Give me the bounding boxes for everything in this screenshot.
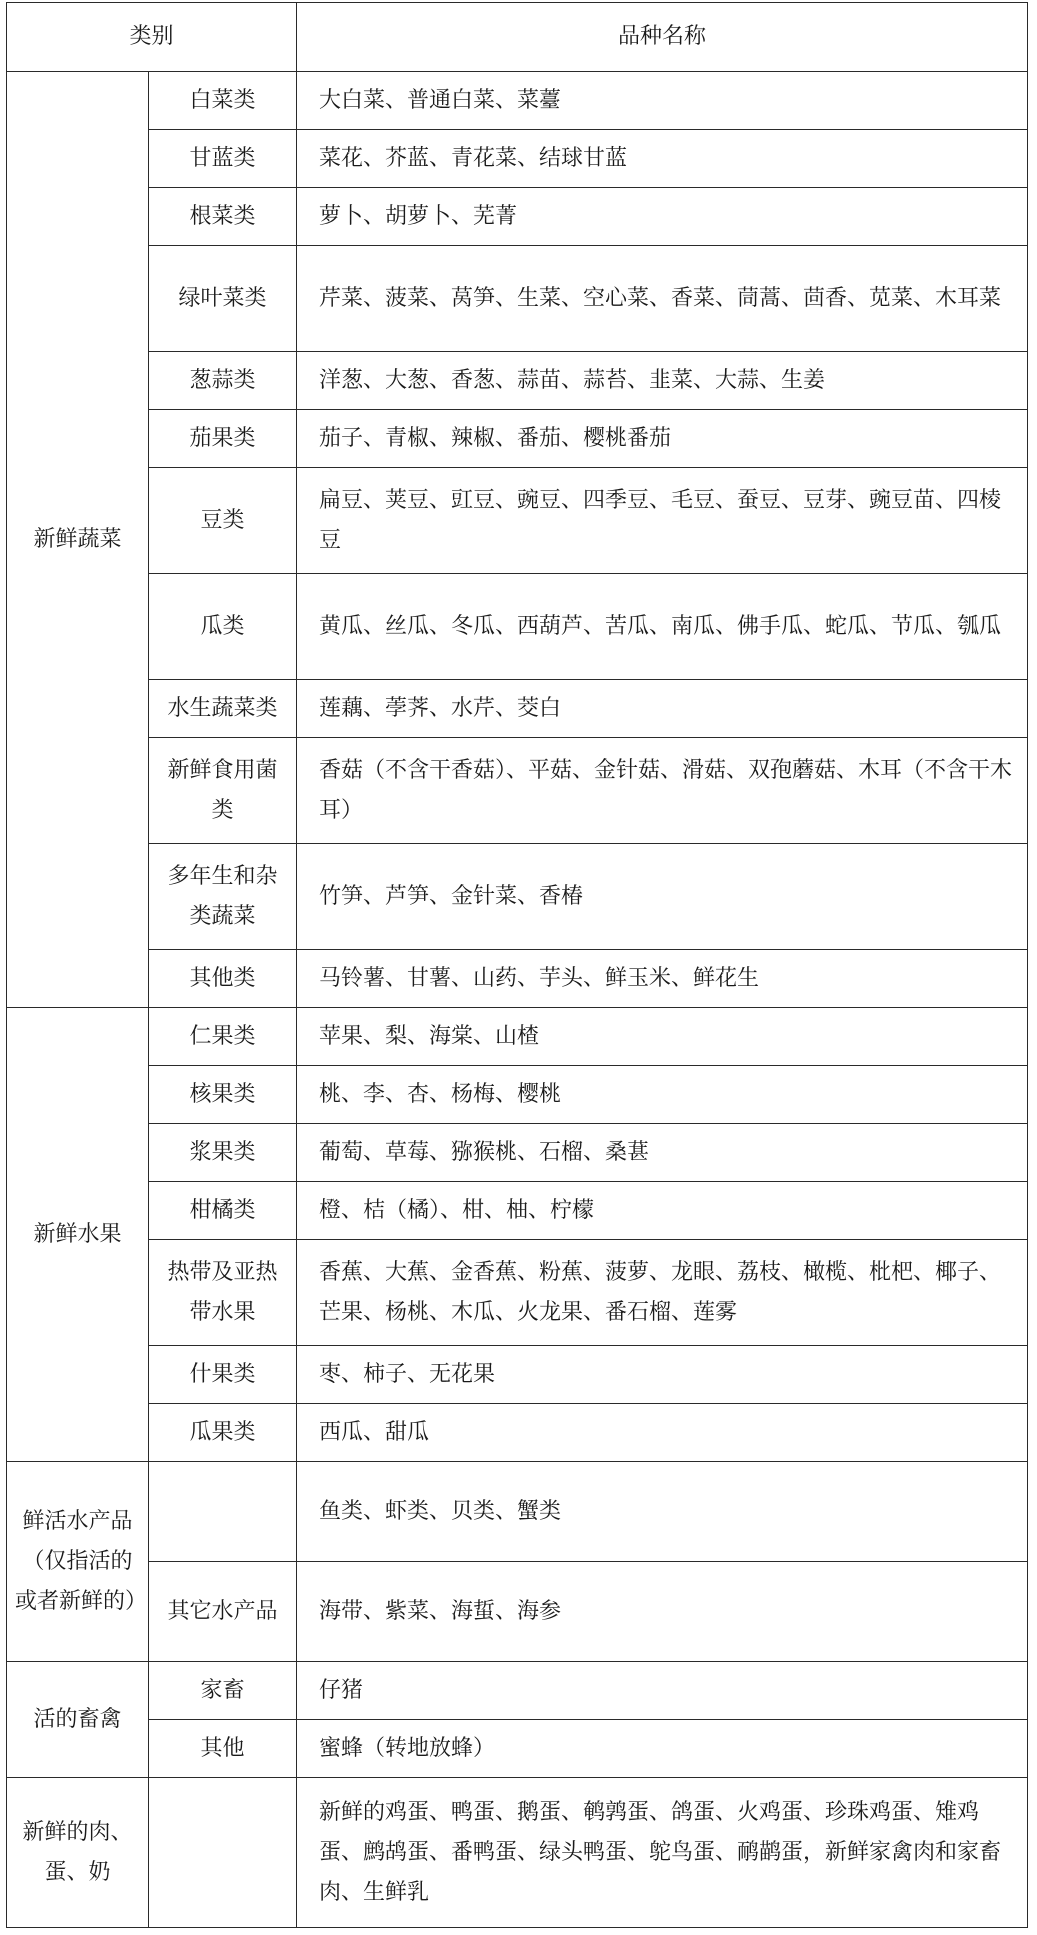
- table-row: [7, 1462, 1028, 1562]
- subcategory-cell: 瓜果类: [149, 1404, 297, 1462]
- subcategory-cell: 热带及亚热带水果: [149, 1240, 297, 1346]
- subcategory-cell: 多年生和杂类蔬菜: [149, 844, 297, 950]
- table-row: [7, 72, 1028, 130]
- subcategory-cell: 其他: [149, 1720, 297, 1778]
- group-cell-fruits: 新鲜水果: [7, 1008, 149, 1462]
- subcategory-cell: 其它水产品: [149, 1562, 297, 1662]
- table-row: [7, 188, 1028, 246]
- table-row: [7, 1124, 1028, 1182]
- subcategory-cell: 仁果类: [149, 1008, 297, 1066]
- subcategory-cell: 豆类: [149, 468, 297, 574]
- subcategory-cell: [149, 1778, 297, 1928]
- table-row: [7, 1778, 1028, 1928]
- group-cell-aquatic: 鲜活水产品（仅指活的或者新鲜的）: [7, 1462, 149, 1662]
- subcategory-cell: 核果类: [149, 1066, 297, 1124]
- subcategory-cell: 柑橘类: [149, 1182, 297, 1240]
- table-row: [7, 468, 1028, 574]
- table-row: [7, 1346, 1028, 1404]
- variety-cell: 黄瓜、丝瓜、冬瓜、西葫芦、苦瓜、南瓜、佛手瓜、蛇瓜、节瓜、瓠瓜: [297, 574, 1028, 680]
- table-row: [7, 1008, 1028, 1066]
- variety-cell: 鱼类、虾类、贝类、蟹类: [297, 1462, 1028, 1562]
- table-row: [7, 246, 1028, 352]
- table-row: [7, 738, 1028, 844]
- subcategory-cell: 什果类: [149, 1346, 297, 1404]
- variety-cell: 香蕉、大蕉、金香蕉、粉蕉、菠萝、龙眼、荔枝、橄榄、枇杷、椰子、芒果、杨桃、木瓜、火龙果、番石榴、莲雾: [297, 1240, 1028, 1346]
- table-row: [7, 1404, 1028, 1462]
- produce-category-table-wrapper: [6, 2, 1028, 1928]
- group-cell-vegetables: 新鲜蔬菜: [7, 72, 149, 1008]
- subcategory-cell: 绿叶菜类: [149, 246, 297, 352]
- subcategory-cell: 水生蔬菜类: [149, 680, 297, 738]
- table-row: [7, 574, 1028, 680]
- variety-cell: 蜜蜂（转地放蜂）: [297, 1720, 1028, 1778]
- table-row: [7, 1662, 1028, 1720]
- variety-cell: 萝卜、胡萝卜、芜菁: [297, 188, 1028, 246]
- variety-cell: 橙、桔（橘）、柑、柚、柠檬: [297, 1182, 1028, 1240]
- table-row: [7, 410, 1028, 468]
- subcategory-cell: 新鲜食用菌类: [149, 738, 297, 844]
- table-row: [7, 844, 1028, 950]
- group-cell-livestock: 活的畜禽: [7, 1662, 149, 1778]
- table-row: [7, 352, 1028, 410]
- variety-cell: 菜花、芥蓝、青花菜、结球甘蓝: [297, 130, 1028, 188]
- produce-category-table: [6, 2, 1028, 1928]
- table-row: [7, 1720, 1028, 1778]
- table-row: [7, 1562, 1028, 1662]
- variety-cell: 大白菜、普通白菜、菜薹: [297, 72, 1028, 130]
- variety-cell: 西瓜、甜瓜: [297, 1404, 1028, 1462]
- subcategory-cell: 葱蒜类: [149, 352, 297, 410]
- subcategory-cell: 茄果类: [149, 410, 297, 468]
- variety-cell: 洋葱、大葱、香葱、蒜苗、蒜苔、韭菜、大蒜、生姜: [297, 352, 1028, 410]
- table-row: [7, 1182, 1028, 1240]
- subcategory-cell: [149, 1462, 297, 1562]
- variety-cell: 扁豆、荚豆、豇豆、豌豆、四季豆、毛豆、蚕豆、豆芽、豌豆苗、四棱豆: [297, 468, 1028, 574]
- group-cell-meat-egg-milk: 新鲜的肉、蛋、奶: [7, 1778, 149, 1928]
- subcategory-cell: 甘蓝类: [149, 130, 297, 188]
- header-variety: 品种名称: [297, 3, 1028, 72]
- variety-cell: 仔猪: [297, 1662, 1028, 1720]
- table-row: [7, 680, 1028, 738]
- table-header-row: [7, 3, 1028, 72]
- variety-cell: 葡萄、草莓、猕猴桃、石榴、桑葚: [297, 1124, 1028, 1182]
- variety-cell: 马铃薯、甘薯、山药、芋头、鲜玉米、鲜花生: [297, 950, 1028, 1008]
- table-row: [7, 1240, 1028, 1346]
- variety-cell: 香菇（不含干香菇）、平菇、金针菇、滑菇、双孢蘑菇、木耳（不含干木耳）: [297, 738, 1028, 844]
- variety-cell: 竹笋、芦笋、金针菜、香椿: [297, 844, 1028, 950]
- subcategory-cell: 家畜: [149, 1662, 297, 1720]
- subcategory-cell: 其他类: [149, 950, 297, 1008]
- subcategory-cell: 浆果类: [149, 1124, 297, 1182]
- subcategory-cell: 白菜类: [149, 72, 297, 130]
- subcategory-cell: 根菜类: [149, 188, 297, 246]
- table-row: [7, 130, 1028, 188]
- subcategory-cell: 瓜类: [149, 574, 297, 680]
- variety-cell: 苹果、梨、海棠、山楂: [297, 1008, 1028, 1066]
- variety-cell: 枣、柿子、无花果: [297, 1346, 1028, 1404]
- variety-cell: 芹菜、菠菜、莴笋、生菜、空心菜、香菜、茼蒿、茴香、苋菜、木耳菜: [297, 246, 1028, 352]
- variety-cell: 茄子、青椒、辣椒、番茄、樱桃番茄: [297, 410, 1028, 468]
- variety-cell: 新鲜的鸡蛋、鸭蛋、鹅蛋、鹌鹑蛋、鸽蛋、火鸡蛋、珍珠鸡蛋、雉鸡蛋、鹧鸪蛋、番鸭蛋、绿头鸭蛋、鸵鸟蛋、鸸鹋蛋，新鲜家禽肉和家畜肉、生鲜乳: [297, 1778, 1028, 1928]
- table-row: [7, 950, 1028, 1008]
- variety-cell: 莲藕、荸荠、水芹、茭白: [297, 680, 1028, 738]
- header-category: 类别: [7, 3, 297, 72]
- variety-cell: 海带、紫菜、海蜇、海参: [297, 1562, 1028, 1662]
- table-row: [7, 1066, 1028, 1124]
- variety-cell: 桃、李、杏、杨梅、樱桃: [297, 1066, 1028, 1124]
